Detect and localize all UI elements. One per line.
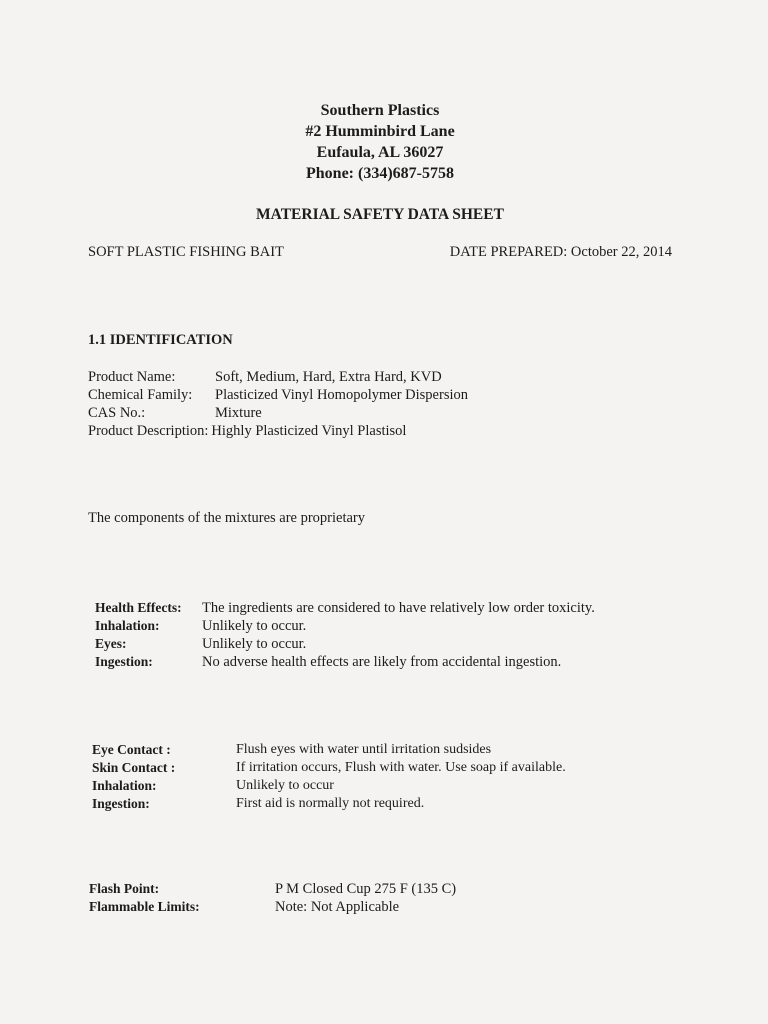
identification-row (88, 386, 688, 404)
fire-data-row (89, 898, 709, 916)
health-effects-row (95, 653, 715, 671)
components-note: The components of the mixtures are proprietary (88, 510, 366, 526)
health-effects-label: Inhalation: (95, 618, 160, 633)
first-aid-value: Flush eyes with water until irritation sudsides (236, 742, 492, 757)
identification-row (88, 368, 688, 386)
health-effects-label: Health Effects: (95, 600, 182, 615)
first-aid-value: Unlikely to occur (236, 778, 334, 793)
date-prepared: DATE PREPARED: October 22, 2014 (449, 244, 672, 260)
company-phone: Phone: (334)687-5758 (306, 165, 454, 182)
health-effects-label: Eyes: (95, 636, 127, 651)
company-header (0, 100, 760, 184)
health-effects-value: The ingredients are considered to have relatively low order toxicity. (202, 600, 595, 616)
identification-label: CAS No.: (88, 405, 146, 421)
first-aid-row (92, 759, 712, 777)
health-effects-row (95, 635, 715, 653)
first-aid-row (92, 777, 712, 795)
identification-table (88, 368, 688, 440)
health-effects-label: Ingestion: (95, 654, 153, 669)
health-effects-value: Unlikely to occur. (202, 636, 307, 652)
identification-value: Soft, Medium, Hard, Extra Hard, KVD (215, 369, 442, 385)
first-aid-value: First aid is normally not required. (236, 796, 425, 811)
identification-value: Highly Plasticized Vinyl Plastisol (211, 423, 407, 439)
first-aid-value: If irritation occurs, Flush with water. Use soap if available. (236, 760, 566, 775)
company-name: Southern Plastics (320, 102, 440, 119)
identification-label: Chemical Family: (88, 387, 193, 403)
identification-value: Plasticized Vinyl Homopolymer Dispersion (215, 387, 468, 403)
identification-label: Product Name: (88, 369, 176, 385)
fire-data-label: Flash Point: (89, 881, 160, 896)
fire-data-value: P M Closed Cup 275 F (135 C) (275, 881, 457, 897)
health-effects-value: No adverse health effects are likely from accidental ingestion. (202, 654, 562, 670)
first-aid-row (92, 795, 712, 813)
identification-row (88, 422, 688, 440)
product-line: SOFT PLASTIC FISHING BAIT (88, 244, 284, 260)
first-aid-label: Ingestion: (92, 796, 150, 811)
health-effects-table (95, 599, 715, 671)
first-aid-row (92, 741, 712, 759)
first-aid-table (92, 741, 712, 813)
company-address-line2: Eufaula, AL 36027 (316, 144, 444, 161)
first-aid-label: Skin Contact : (92, 760, 176, 775)
identification-label: Product Description: (88, 423, 209, 439)
fire-data-row (89, 880, 709, 898)
health-effects-value: Unlikely to occur. (202, 618, 307, 634)
fire-data-value: Note: Not Applicable (275, 899, 400, 915)
company-address-line1: #2 Humminbird Lane (305, 123, 455, 140)
fire-data-label: Flammable Limits: (89, 899, 200, 914)
identification-heading: 1.1 IDENTIFICATION (88, 332, 233, 348)
document-title: MATERIAL SAFETY DATA SHEET (256, 206, 504, 223)
identification-value: Mixture (215, 405, 262, 421)
health-effects-row (95, 599, 715, 617)
first-aid-label: Eye Contact : (92, 742, 171, 757)
identification-row (88, 404, 688, 422)
fire-data-table (89, 880, 709, 916)
first-aid-label: Inhalation: (92, 778, 157, 793)
health-effects-row (95, 617, 715, 635)
